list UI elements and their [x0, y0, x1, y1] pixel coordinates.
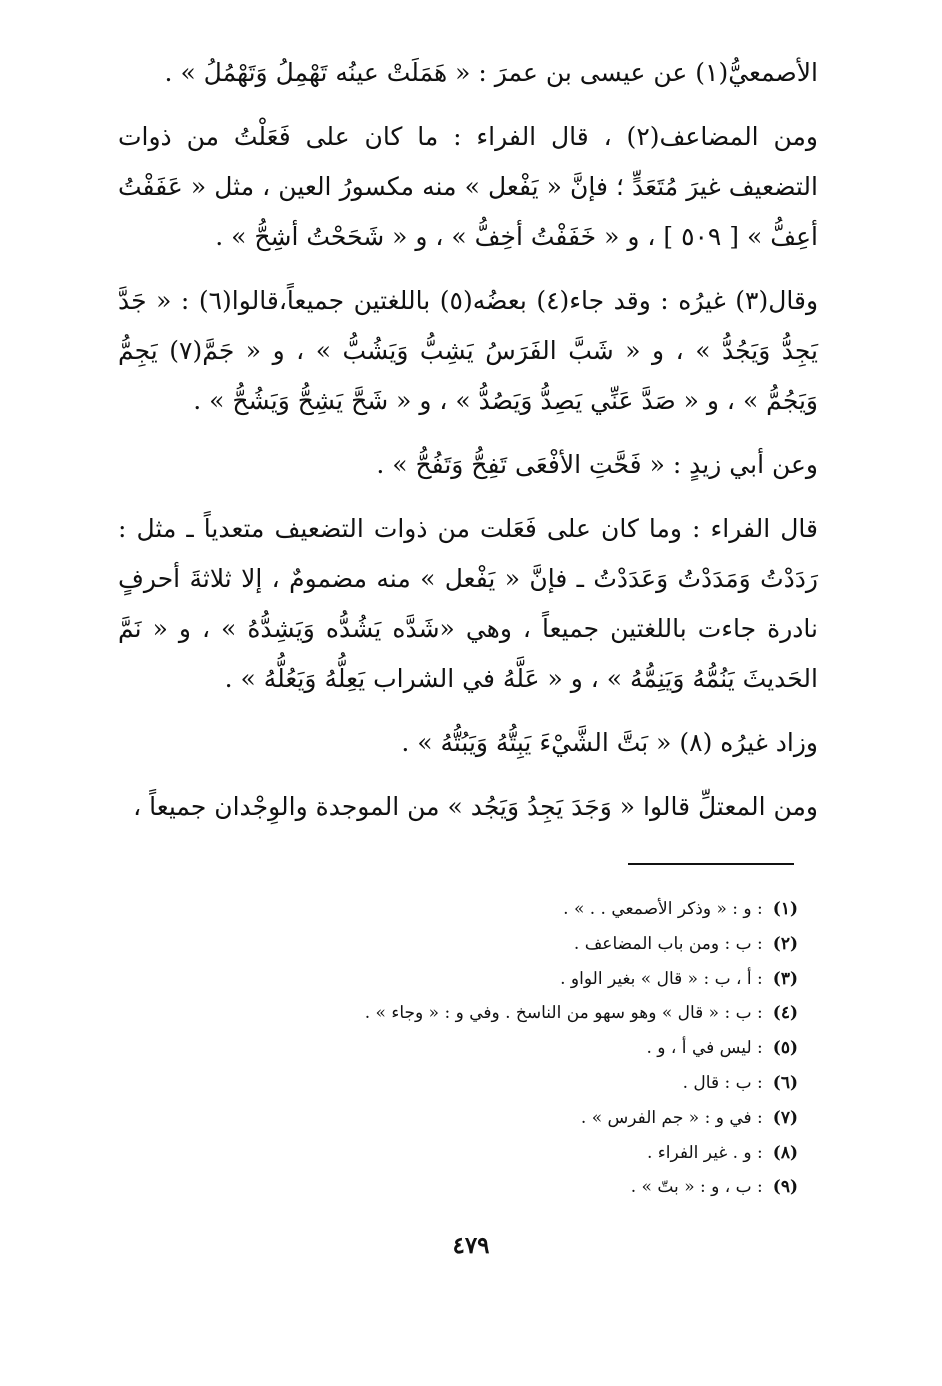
footnote-1: (١): و : « وذكر الأصمعي . . » . [563, 899, 798, 919]
paragraph-5: قال الفراء : وما كان على فَعَلت من ذوات التضعيف متعدياً ـ مثل : رَدَدْتُ وَمَدَدْتُ وَعَدَدْتُ ـ فإنَّ « يَفْعل » منه مضمومٌ ، إلا ثلاثةَ أحرفٍ نادرة جاءت باللغتين جميعاً ، وهي «شَدَّه يَشُدُّه وَيَشِدُّهُ » ، و « نَمَّ الحَديثَ يَنُمُّهُ وَيَنِمُّهُ » ، و « عَلَّهُ في الشراب يَعِلُّهُ وَيَعُلُّهُ » . [118, 514, 818, 693]
footnote-separator [628, 863, 794, 865]
main-text [118, 48, 818, 846]
footnote-6: (٦): ب : قال . [682, 1072, 798, 1093]
footnote-7: (٧): في و : « جم الفرس » . [580, 1107, 798, 1128]
paragraph-7: ومن المعتلِّ قالوا « وَجَدَ يَجِدُ وَيَجُد » من الموجدة والوِجْدان جميعاً ، [133, 792, 818, 821]
footnote-3: (٣): أ ، ب : « قال » بغير الواو . [560, 968, 798, 989]
footnote-4: (٤): ب : « قال » وهو سهو من الناسخ . وفي و : « وجاء » . [364, 1003, 798, 1024]
footnote-5: (٥): ليس في أ ، و . [646, 1038, 798, 1059]
paragraph-6: وزاد غيرُه (٨) « بَتَّ الشَّيْءَ يَبِتُّهُ وَيَبُتُّهُ » . [401, 728, 818, 757]
footnote-9: (٩): ب ، و : « بتّ » . [630, 1177, 798, 1198]
paragraph-3: وقال(٣) غيرُه : وقد جاء(٤) بعضُه(٥) باللغتين جميعاً،قالوا(٦) : « جَدَّ يَجِدُّ وَيَجُدُّ » ، و « شَبَّ الفَرَسُ يَشِبُّ وَيَشُبُّ » ، و « جَمَّ(٧) يَجِمُّ وَيَجُمُّ » ، و « صَدَّ عَنِّي يَصِدُّ وَيَصُدُّ » ، و « شَحَّ يَشِحُّ وَيَشُحُّ » . [118, 286, 819, 415]
footnote-2: (٢): ب : ومن باب المضاعف . [573, 933, 798, 954]
paragraph-1: الأصمعيُّ(١) عن عيسى بن عمرَ : « هَمَلَتْ عينُه تَهْمِلُ وَتَهْمُلُ » . [164, 58, 818, 87]
paragraph-4: وعن أبي زيدٍ : « فَحَّتِ الأفْعَى تَفِحُّ وَتَفُحُّ » . [376, 450, 818, 479]
footnotes [200, 892, 798, 1205]
paragraph-2: ومن المضاعف(٢) ، قال الفراء : ما كان على فَعَلْتُ من ذوات التضعيف غيرَ مُتَعَدٍّ ؛ فإنَّ « يَفْعل » منه مكسورُ العين ، مثل « عَفَفْتُ أعِفُّ » [ ٥٠٩ ] ، و « خَفَفْتُ أخِفُّ » ، و « شَحَحْتُ أشِحُّ » . [118, 122, 818, 251]
page-number: ٤٧٩ [452, 1232, 490, 1259]
footnote-8: (٨): و . غير الفراء . [647, 1142, 798, 1163]
